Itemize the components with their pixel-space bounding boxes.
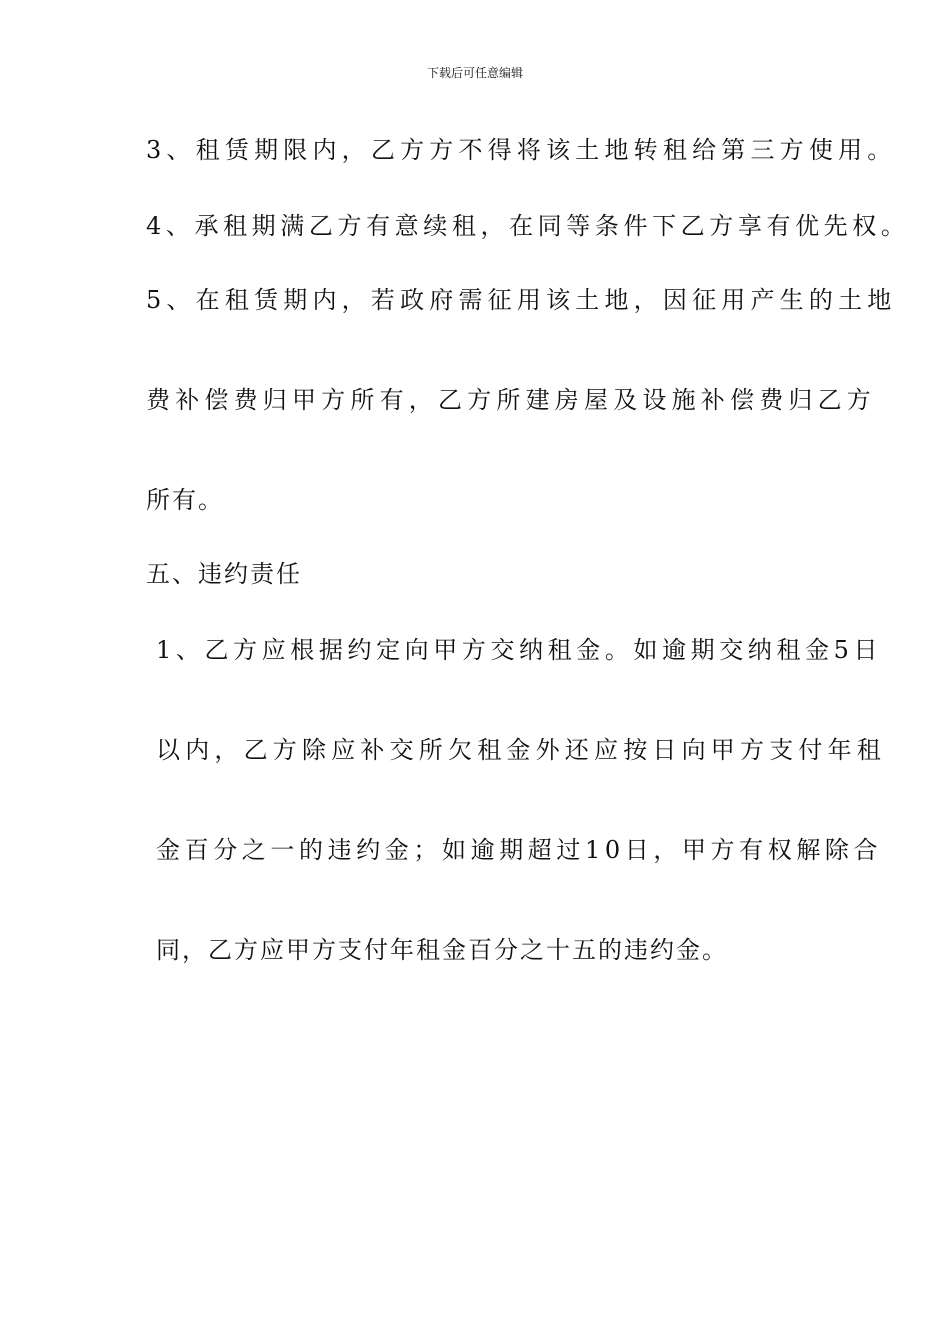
breach-clause-1-line-4: 同，乙方应甲方支付年租金百分之十五的违约金。 xyxy=(156,936,728,964)
breach-clause-1-line-2: 以内，乙方除应补交所欠租金外还应按日向甲方支付年租 xyxy=(156,736,886,764)
breach-clause-1-line-3: 金百分之一的违约金；如逾期超过10日，甲方有权解除合 xyxy=(156,836,883,864)
section-heading-breach: 五、违约责任 xyxy=(146,560,302,588)
clause-3: 3、租赁期限内，乙方方不得将该土地转租给第三方使用。 xyxy=(146,136,897,164)
clause-4: 4、承租期满乙方有意续租，在同等条件下乙方享有优先权。 xyxy=(146,212,910,240)
clause-5-line-3: 所有。 xyxy=(146,486,224,514)
clause-5-line-2: 费补偿费归甲方所有，乙方所建房屋及设施补偿费归乙方 xyxy=(146,386,876,414)
breach-clause-1-line-1: 1、乙方应根据约定向甲方交纳租金。如逾期交纳租金5日 xyxy=(156,636,883,664)
clause-5-line-1: 5、在租赁期内，若政府需征用该土地，因征用产生的土地 xyxy=(146,286,897,314)
page-header: 下载后可任意编辑 xyxy=(426,66,523,80)
